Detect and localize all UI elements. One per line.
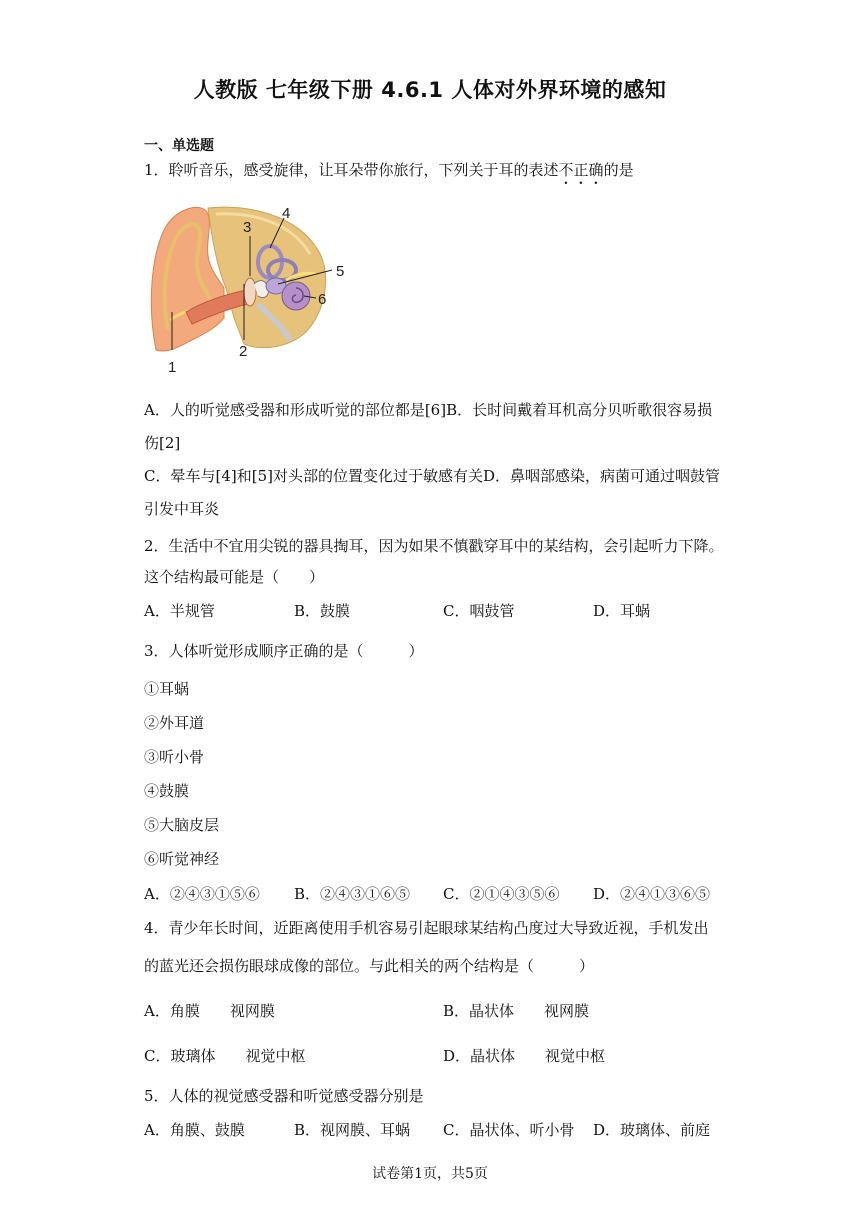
q1-stem-emphasis: 不正确: [558, 161, 604, 179]
q2-stem-line-a: 2．生活中不宜用尖锐的器具掏耳，因为如果不慎戳穿耳中的某结构，会引起听力下降。: [144, 537, 724, 555]
q3-item-6: ⑥听觉神经: [144, 850, 220, 868]
section-heading: 一、单选题: [144, 138, 214, 154]
page-title: 人教版 七年级下册 4.6.1 人体对外界环境的感知: [193, 78, 667, 102]
q1-stem-part-a: 1．聆听音乐，感受旋律，让耳朵带你旅行，下列关于耳的表述: [144, 161, 559, 179]
q2-option-c: C．咽鼓管: [443, 602, 515, 620]
q1-stem: [144, 160, 634, 188]
ear-label-4: 4: [282, 205, 291, 222]
ear-label-5: 5: [336, 263, 345, 280]
q1-option-line-b: 伤[2]: [144, 434, 181, 452]
q3-item-2: ②外耳道: [144, 714, 205, 732]
ear-label-2: 2: [239, 343, 248, 360]
q4-stem-line-a: 4．青少年长时间，近距离使用手机容易引起眼球某结构凸度过大导致近视，手机发出: [144, 919, 709, 937]
q4-option-c: C．玻璃体 视觉中枢: [144, 1047, 306, 1065]
page-footer: 试卷第1页，共5页: [372, 1166, 488, 1182]
q1-stem-part-b: 的是: [603, 161, 634, 179]
q1-option-line-c: C．晕车与[4]和[5]对头部的位置变化过于敏感有关D．鼻咽部感染，病菌可通过咽鼓管: [144, 467, 721, 485]
ear-label-3: 3: [243, 219, 252, 236]
q3-item-1: ①耳蜗: [144, 680, 190, 698]
ear-label-1: 1: [168, 359, 177, 376]
q2-option-d: D．耳蜗: [593, 602, 651, 620]
q3-option-a: A．②④③①⑤⑥: [144, 885, 260, 903]
q4-stem-line-b: 的蓝光还会损伤眼球成像的部位。与此相关的两个结构是（ ）: [144, 957, 595, 975]
q1-option-line-a: A．人的听觉感受器和形成听觉的部位都是[6]B．长时间戴着耳机高分贝听歌很容易损: [144, 401, 713, 419]
q3-option-c: C．②①④③⑤⑥: [443, 885, 560, 903]
q5-option-a: A．角膜、鼓膜: [144, 1121, 245, 1139]
q3-stem: 3．人体听觉形成顺序正确的是（ ）: [144, 642, 424, 660]
q4-option-b: B．晶状体 视网膜: [443, 1002, 590, 1020]
q3-option-d: D．②④①③⑥⑤: [593, 885, 711, 903]
ear-label-6: 6: [318, 291, 327, 308]
q5-option-b: B．视网膜、耳蜗: [294, 1121, 411, 1139]
q3-item-3: ③听小骨: [144, 748, 205, 766]
q5-option-d: D．玻璃体、前庭: [593, 1121, 711, 1139]
q2-option-b: B．鼓膜: [294, 602, 351, 620]
q5-option-c: C．晶状体、听小骨: [443, 1121, 575, 1139]
q3-item-4: ④鼓膜: [144, 782, 190, 800]
q3-item-5: ⑤大脑皮层: [144, 816, 220, 834]
ear-diagram: [146, 200, 362, 380]
ear-structure-figure: [146, 200, 362, 380]
q4-option-a: A．角膜 视网膜: [144, 1002, 275, 1020]
q2-stem-line-b: 这个结构最可能是（ ）: [144, 568, 325, 586]
q5-stem: 5．人体的视觉感受器和听觉感受器分别是: [144, 1087, 424, 1105]
q3-option-b: B．②④③①⑥⑤: [294, 885, 411, 903]
q1-option-line-d: 引发中耳炎: [144, 500, 220, 518]
q2-option-a: A．半规管: [144, 602, 215, 620]
q4-option-d: D．晶状体 视觉中枢: [443, 1047, 606, 1065]
